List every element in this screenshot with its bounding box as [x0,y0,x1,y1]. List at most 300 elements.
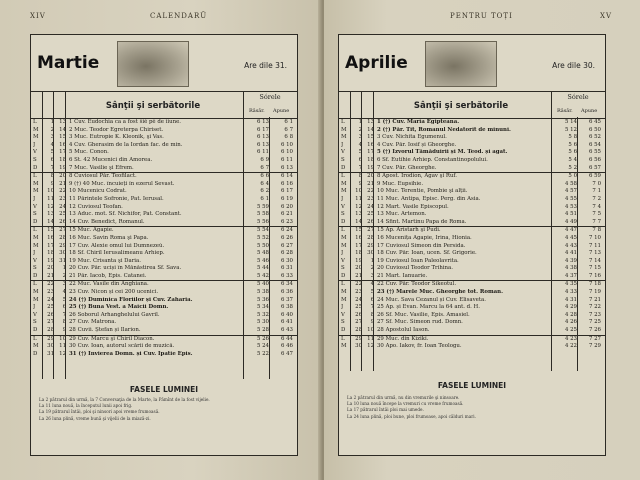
saint-name-cell: 26 Sf. Muc. Vasilie, Epis. Amasiel. [377,311,470,318]
sunset-cell: 6 54 [588,141,601,148]
saint-name-cell: 19 Muc. Crisanta şi Daria. [69,257,141,264]
weekday-cell: M [33,296,39,303]
table-row [339,273,605,282]
sunset-cell: 6 10 [280,141,293,148]
old-style-date-cell: 3 [370,272,374,279]
old-style-date-cell: 8 [62,319,66,326]
table-row [31,258,297,266]
saint-name-cell: 7 Muc. Vasilie şi Efrem. [69,164,134,171]
saint-name-cell: 15 Ap. Aristarh şi Pudi. [377,227,441,234]
table-row [339,119,605,127]
old-style-date-cell: 31 [59,257,66,264]
sunrise-cell: 4 57 [564,188,577,195]
sunset-cell: 7 1 [592,188,601,195]
new-style-date-cell: 13 [355,211,362,218]
sunrise-cell: 5 46 [256,257,269,264]
new-style-date-cell: 1 [358,119,362,125]
weekday-cell: V [33,149,37,156]
table-row [339,127,605,135]
new-style-date-cell: 2 [358,126,362,133]
sunrise-cell: 6 13 [256,119,269,125]
saint-name-cell: 4 Cuv. Gherasim de la Iordan fac. de min. [69,141,183,148]
saint-name-cell: 27 Sf. Muc. Simeon rud. Domn. [377,319,463,326]
sunrise-cell: 4 38 [564,265,577,272]
sunrise-cell: 6 13 [256,141,269,148]
weekday-cell: V [33,257,37,264]
saints-column-title: Sânţii şi serbătorile [105,101,201,111]
new-style-date-cell: 12 [355,203,362,210]
old-style-date-cell: 22 [59,188,66,195]
weekday-cell: V [341,203,345,210]
month-header [339,35,605,92]
new-style-date-cell: 20 [355,265,362,272]
sunrise-cell: 6 1 [260,195,269,202]
new-style-date-cell: 11 [47,195,54,202]
sunrise-cell: 5 54 [256,227,269,234]
sunrise-cell: 4 25 [564,327,577,334]
new-style-date-cell: 24 [47,296,54,303]
sunset-cell: 6 19 [280,195,293,202]
old-style-date-cell: 20 [59,173,66,180]
new-style-date-cell: 4 [358,141,362,148]
weekday-cell: L [341,281,345,288]
sunrise-cell: 5 44 [256,265,269,272]
old-style-date-cell: 23 [59,195,66,202]
table-row [339,258,605,266]
weekday-cell: L [341,227,345,234]
new-style-date-cell: 13 [47,211,54,218]
right-page [324,0,640,480]
new-style-date-cell: 31 [47,350,54,357]
sunrise-label: Răsăr. [557,108,573,114]
new-style-date-cell: 9 [358,180,362,187]
month-title: Aprilie [345,53,408,73]
new-style-date-cell: 1 [50,119,54,125]
saint-name-cell: 11 Părintele Sofronie, Pat. Ierusal. [69,195,164,202]
new-style-date-cell: 30 [47,343,54,350]
old-style-date-cell: 11 [367,335,374,342]
table-row [339,319,605,327]
old-style-date-cell: 30 [59,250,66,257]
weekday-cell: S [33,156,37,163]
saint-name-cell: 29 Muc. din Kizikĭ. [377,335,429,342]
weekday-cell: V [341,311,345,318]
weekday-cell: D [33,218,38,225]
saint-name-cell: 28 Cuvii. Ștefan și Ilarion. [69,327,141,334]
old-style-date-cell: 22 [367,188,374,195]
saint-name-cell: 19 Cuviosul Ioan Paleolavrita. [377,257,459,264]
weekday-cell: L [341,119,345,125]
table-row [31,327,297,336]
sunrise-cell: 6 9 [260,156,269,163]
table-row [31,273,297,282]
old-style-date-cell: 5 [62,296,66,303]
sunset-cell: 6 14 [280,173,293,180]
table-row [31,173,297,181]
weekday-cell: D [33,164,38,171]
new-style-date-cell: 15 [47,227,54,234]
table-row [31,319,297,327]
new-style-date-cell: 24 [355,296,362,303]
sunset-cell: 6 13 [280,164,293,171]
weekday-cell: J [341,304,344,311]
old-style-date-cell: 1 [62,265,66,272]
sunrise-cell: 4 41 [564,250,577,257]
sunset-cell: 6 27 [280,242,293,249]
saint-name-cell: 3 Muc. Eutropie K. Kleonik, şi Vas. [69,134,164,141]
old-style-date-cell: 27 [59,227,66,234]
new-style-date-cell: 18 [47,250,54,257]
old-style-date-cell: 10 [367,327,374,334]
weekday-cell: M [33,134,39,141]
sunrise-cell: 5 4 [568,156,577,163]
sunset-cell: 7 15 [588,265,601,272]
sunset-cell: 6 59 [588,173,601,180]
sunrise-cell: 4 28 [564,311,577,318]
sunrise-cell: 5 22 [256,350,269,357]
saint-name-cell: 5 (†) Izvorul Tămăduirii și M. Teod. și agat. [377,149,508,156]
sunset-cell: 6 7 [284,126,293,133]
old-style-date-cell: 14 [367,126,374,133]
sunrise-cell: 5 58 [256,211,269,218]
weekday-cell: L [33,281,37,288]
old-style-date-cell: 11 [59,343,66,350]
new-style-date-cell: 17 [355,242,362,249]
weekday-cell: M [33,242,39,249]
table-row [31,343,297,351]
table-row [31,204,297,212]
old-style-date-cell: 18 [59,156,66,163]
page-number-left: XIV [30,12,46,20]
sunrise-cell: 6 17 [256,126,269,133]
new-style-date-cell: 14 [47,218,54,225]
new-style-date-cell: 29 [47,335,54,342]
saints-column-title: Sânţii şi serbătorile [413,101,509,111]
saint-name-cell: 22 Muc. Vasile din Anghiana. [69,281,149,288]
table-row [339,289,605,297]
old-style-date-cell: 8 [370,311,374,318]
sunset-label: Apune [581,108,598,114]
sunrise-cell: 5 2 [568,164,577,171]
weekday-cell: V [341,149,345,156]
weekday-cell: M [33,180,39,187]
new-style-date-cell: 6 [50,156,54,163]
weekday-cell: J [341,141,344,148]
new-style-date-cell: 17 [47,242,54,249]
table-row [31,304,297,312]
new-style-date-cell: 10 [355,188,362,195]
sunrise-cell: 4 43 [564,242,577,249]
column-header [31,92,297,119]
table-row [31,297,297,305]
moon-phases-title: FASELE LUMINEI [437,381,507,390]
table-row [31,119,297,127]
weekday-cell: V [33,203,37,210]
weekday-cell: D [33,350,38,357]
saint-name-cell: 18 Sf. Chiril Ierusalimeanu Arhiep. [69,250,165,257]
weekday-cell: M [33,234,39,241]
sunrise-cell: 5 14 [564,119,577,125]
weekday-cell: V [33,311,37,318]
column-header [339,92,605,119]
table-row [339,297,605,305]
saint-name-cell: 16 Muc. Savin Roma şi Papa. [69,234,149,241]
weekday-cell: S [341,265,345,272]
old-style-date-cell: 16 [59,141,66,148]
new-style-date-cell: 12 [47,203,54,210]
old-style-date-cell: 9 [370,319,374,326]
sunset-cell: 7 4 [592,203,601,210]
saint-name-cell: 12 Mart. Vasile Episcopul. [377,203,449,210]
sun-column-title: Sórele [259,93,281,101]
table-row [31,134,297,142]
saint-name-cell: 20 Cuviosul Teodor Trihina. [377,265,453,272]
table-row [31,336,297,344]
calendar-box-aprilie [338,34,606,456]
sunrise-cell: 4 35 [564,281,577,288]
old-style-date-cell: 29 [367,242,374,249]
weekday-cell: J [33,250,36,257]
weekday-cell: J [33,141,36,148]
sunset-cell: 7 8 [592,227,601,234]
old-style-date-cell: 15 [367,134,374,141]
old-style-date-cell: 23 [367,195,374,202]
sun-column-title: Sórele [567,93,589,101]
saint-name-cell: 12 Cuviosul Teofan. [69,203,123,210]
sunrise-cell: 4 26 [564,319,577,326]
weekday-cell: D [341,272,346,279]
saint-name-cell: 11 Muc. Antipa, Episc. Perg. din Asia. [377,195,481,202]
saint-name-cell: 14 Sfint. Martinu Papa de Roma. [377,218,467,225]
illustration-vignette [117,41,189,87]
table-row [339,227,605,235]
sunrise-cell: 5 52 [256,234,269,241]
weekday-cell: M [341,180,347,187]
sunset-cell: 6 56 [588,156,601,163]
table-row [339,134,605,142]
sunset-cell: 6 34 [280,281,293,288]
table-row [339,219,605,228]
sunrise-cell: 5 26 [256,335,269,342]
new-style-date-cell: 18 [355,250,362,257]
moon-phase-note: La 11 luna nouă, la începutul lunii apoi frig. [39,403,133,409]
table-row [339,142,605,150]
month-header [31,35,297,92]
old-style-date-cell: 26 [367,218,374,225]
sunrise-cell: 6 11 [256,149,269,156]
days-count: Are dile 30. [552,61,595,70]
moon-phase-note: La 10 luna nouă începe la vremuri cu vreme frumoasă. [347,401,464,407]
saint-name-cell: 28 Apostolul Iason. [377,327,430,334]
old-style-date-cell: 15 [59,134,66,141]
weekday-cell: M [33,289,39,296]
new-style-date-cell: 8 [50,173,54,180]
sunrise-cell: 4 33 [564,289,577,296]
table-row [31,188,297,196]
table-row [339,165,605,174]
old-style-date-cell: 9 [62,327,66,334]
sunrise-cell: 5 12 [564,126,577,133]
sunset-cell: 6 36 [280,289,293,296]
saint-name-cell: 7 Cuv. Păr. Gheorghe. [377,164,437,171]
new-style-date-cell: 3 [358,134,362,141]
sunrise-cell: 4 23 [564,335,577,342]
weekday-cell: L [33,119,37,125]
sunrise-cell: 5 30 [256,319,269,326]
sunset-cell: 6 17 [280,188,293,195]
moon-phase-note: La 26 luna plină, vreme bună şi vijelii de la miază-zi. [39,415,151,421]
new-style-date-cell: 14 [355,218,362,225]
saint-name-cell: 24 Muc. Sava Cezanul și Cuv. Elisaveta. [377,296,486,303]
saint-name-cell: 2 (†) Păr. Tit, Romanul Nedatorit de minuni. [377,126,511,133]
sunset-cell: 7 0 [592,180,601,187]
old-style-date-cell: 24 [59,203,66,210]
weekday-cell: S [341,156,345,163]
table-row [339,343,605,351]
table-row [339,250,605,258]
saint-name-cell: 6 Sf. Eutihie Arhiep. Constantinopolului. [377,156,488,163]
sunrise-cell: 4 37 [564,272,577,279]
saint-name-cell: 2 Muc. Teodor Egreterpa Chiriset. [69,126,164,133]
weekday-cell: L [33,173,37,180]
new-style-date-cell: 22 [47,281,54,288]
new-style-date-cell: 16 [355,234,362,241]
weekday-cell: D [33,272,38,279]
sunset-cell: 6 55 [588,149,601,156]
moon-phase-note: La 2 pătrarul din urmă, nu din vremurile şi ninsoare. [347,395,460,400]
table-row [339,157,605,165]
table-row [31,211,297,219]
old-style-date-cell: 10 [59,335,66,342]
sunset-cell: 6 40 [280,311,293,318]
sunset-cell: 6 38 [280,304,293,311]
saint-name-cell: 25 Ap. și Evan. Marcu la 64 ant. d. H. [377,304,480,311]
sunset-cell: 6 43 [280,327,293,334]
new-style-date-cell: 28 [355,327,362,334]
sunrise-cell: 4 47 [564,227,577,234]
weekday-cell: M [33,343,39,350]
sunset-cell: 6 16 [280,180,293,187]
new-style-date-cell: 3 [50,134,54,141]
weekday-cell: V [341,257,345,264]
sunrise-cell: 4 51 [564,211,577,218]
moon-phase-note: La 2 pătrarul din urmă, la 7 Conversaţia de la Marte, la Pămînt de la fost vijelie. [39,397,210,402]
table-row [339,336,605,344]
sunrise-cell: 6 6 [260,173,269,180]
running-head-right: PENTRU TOȚI [450,12,513,20]
calendar-box-martie [30,34,298,456]
table-row [339,312,605,320]
old-style-date-cell: 16 [367,141,374,148]
sunrise-cell: 4 29 [564,304,577,311]
sunset-cell: 6 24 [280,227,293,234]
weekday-cell: M [341,242,347,249]
sunset-cell: 6 26 [280,234,293,241]
sunset-cell: 7 10 [588,234,601,241]
saint-name-cell: 10 Mucenicu Codrat. [69,188,127,195]
sunset-cell: 6 11 [280,156,293,163]
weekday-cell: M [341,343,347,350]
running-head-left: CALENDARŬ [150,12,208,20]
new-style-date-cell: 25 [47,304,54,311]
weekday-cell: S [33,265,37,272]
sunset-cell: 6 46 [280,343,293,350]
weekday-cell: J [33,304,36,311]
new-style-date-cell: 19 [355,257,362,264]
sunrise-cell: 4 53 [564,203,577,210]
new-style-date-cell: 23 [47,289,54,296]
sunrise-cell: 5 24 [256,343,269,350]
saint-name-cell: 15 Muc. Agapie. [69,227,114,234]
sunset-cell: 7 2 [592,195,601,202]
sunrise-cell: 5 0 [568,173,577,180]
sunrise-cell: 4 49 [564,218,577,225]
saint-name-cell: 1 Cuv. Eudochia ca a fost ŝiĕ pĕ de ĭiune. [69,119,181,125]
sunrise-cell: 5 38 [256,289,269,296]
sunset-cell: 7 14 [588,257,601,264]
new-style-date-cell: 26 [47,311,54,318]
table-row [339,181,605,189]
sunset-cell: 7 26 [588,327,601,334]
sunset-cell: 7 11 [588,242,601,249]
new-style-date-cell: 30 [355,343,362,350]
old-style-date-cell: 7 [370,304,374,311]
saint-name-cell: 26 Soborul Arhanghelului Gavril. [69,311,160,318]
table-row [31,181,297,189]
moon-phases-notes [347,395,597,420]
old-style-date-cell: 17 [367,149,374,156]
old-style-date-cell: 12 [367,343,374,350]
saint-name-cell: 13 Aduc. mot. Sf. Nichifor, Pat. Constant. [69,211,182,218]
sunrise-cell: 4 55 [564,195,577,202]
saint-name-cell: 18 Cuv. Păr. Ioan, ucen. Sf. Grigorie. [377,250,477,257]
table-row [339,327,605,336]
old-style-date-cell: 12 [59,350,66,357]
old-style-date-cell: 19 [59,164,66,171]
sunrise-cell: 5 40 [256,281,269,288]
weekday-cell: M [33,188,39,195]
old-style-date-cell: 14 [59,126,66,133]
sunset-cell: 7 13 [588,250,601,257]
table-row [339,173,605,181]
weekday-cell: M [341,234,347,241]
weekday-cell: S [33,211,37,218]
old-style-date-cell: 21 [367,180,374,187]
new-style-date-cell: 27 [355,319,362,326]
table-row [31,265,297,273]
moon-phases-notes [39,397,289,422]
new-style-date-cell: 27 [47,319,54,326]
table-row [31,196,297,204]
sunset-cell: 7 16 [588,272,601,279]
weekday-cell: D [341,218,346,225]
sunset-cell: 7 22 [588,304,601,311]
saint-name-cell: 25 (†) Buna Vest. a Maicii Domn. [69,304,169,311]
old-style-date-cell: 20 [367,173,374,180]
saint-name-cell: 9 (†) 40 Muc. încuieți în ezerul Sevast. [69,180,175,187]
table-row [31,235,297,243]
new-style-date-cell: 5 [358,149,362,156]
saint-name-cell: 30 Cuv. Ioan, autorul scării de muzică. [69,343,175,350]
table-row [31,312,297,320]
sunset-cell: 7 27 [588,335,601,342]
saint-name-cell: 22 Cuv. Păr. Teodor Sikeotul. [377,281,457,288]
table-row [31,142,297,150]
old-style-date-cell: 4 [62,289,66,296]
old-style-date-cell: 2 [62,272,66,279]
table-row [31,149,297,157]
sunset-cell: 6 20 [280,203,293,210]
